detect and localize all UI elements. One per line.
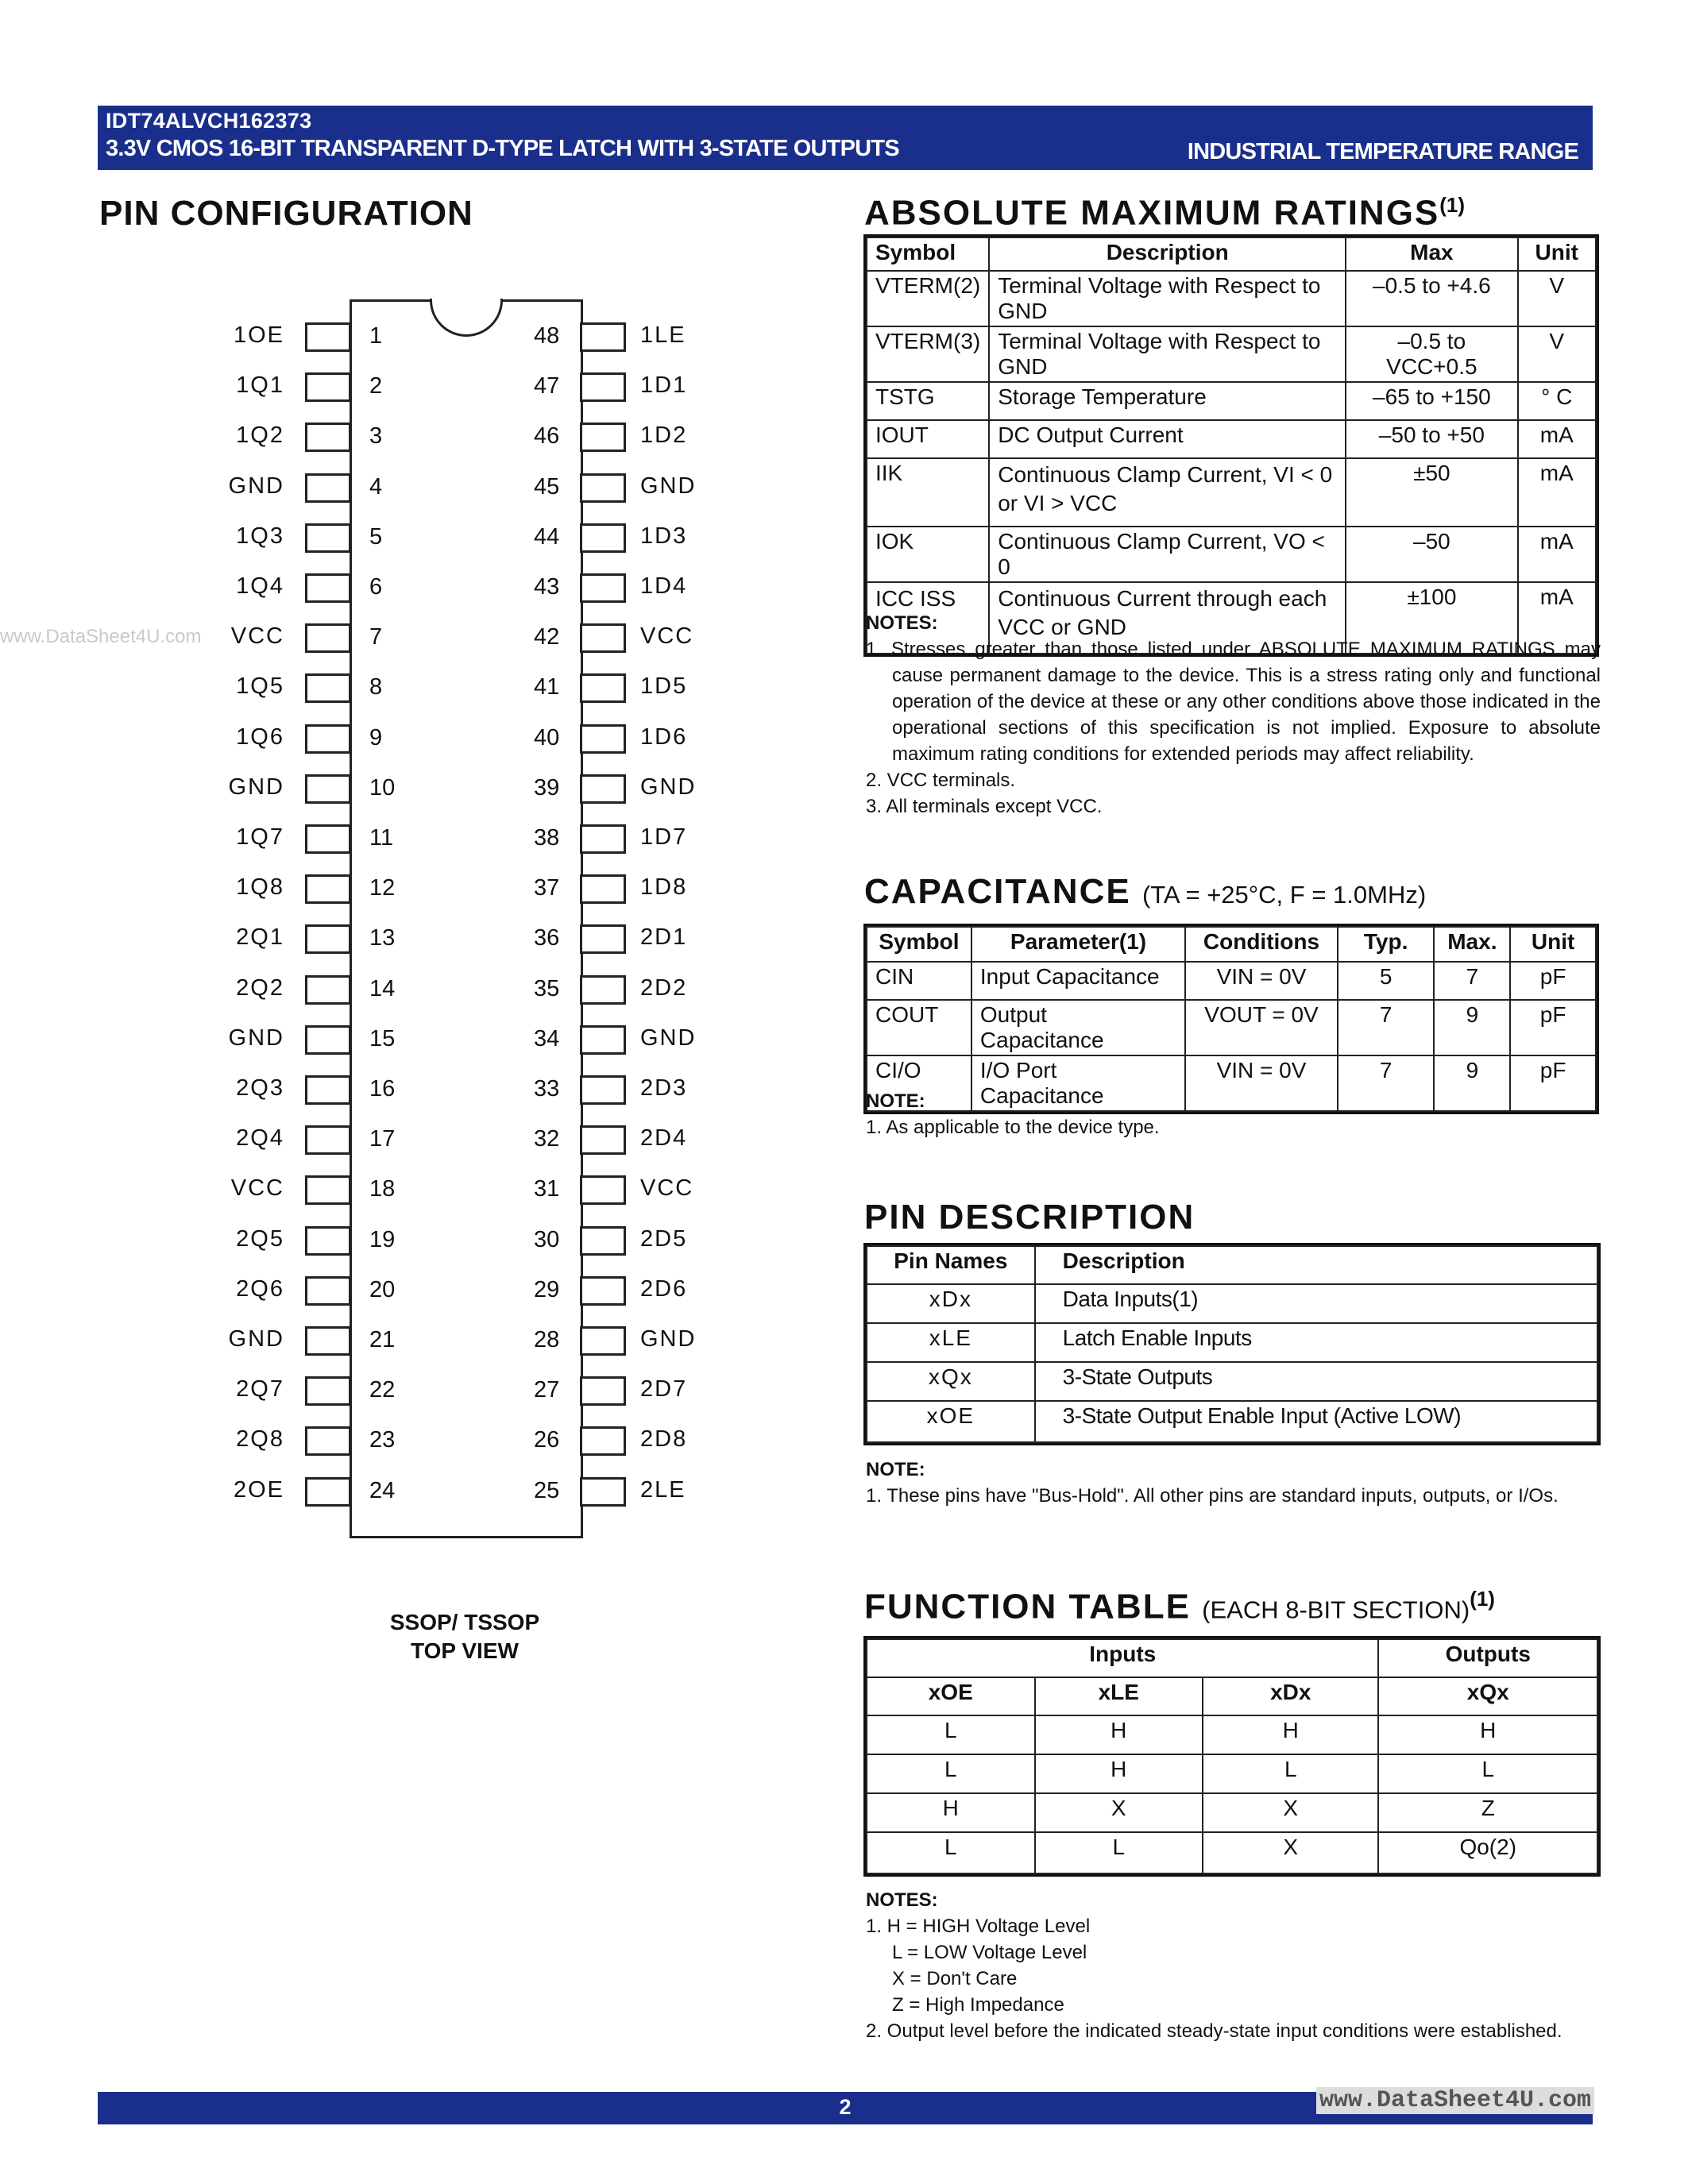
pin-label-right: 2D3 <box>640 1075 688 1101</box>
pin-label-left: GND <box>228 774 284 800</box>
pin-label-right: VCC <box>640 623 694 650</box>
document-title: 3.3V CMOS 16-BIT TRANSPARENT D-TYPE LATCH WITH 3-STATE OUTPUTS <box>106 136 899 161</box>
pin-box-right <box>580 874 626 904</box>
function-table-title: FUNCTION TABLE (EACH 8-BIT SECTION)$^{(1)}$ <box>864 1587 1495 1626</box>
pin-box-left <box>305 623 351 653</box>
pin-box-left <box>305 423 351 452</box>
pin-number-right: 46 <box>534 423 560 450</box>
temperature-range: INDUSTRIAL TEMPERATURE RANGE <box>1187 139 1578 164</box>
pin-number-left: 24 <box>369 1477 396 1503</box>
pin-box-right <box>580 1025 626 1055</box>
pin-box-right <box>580 523 626 553</box>
pin-label-right: 2D6 <box>640 1275 688 1302</box>
pin-box-left <box>305 473 351 503</box>
pin-box-left <box>305 824 351 854</box>
pin-number-right: 41 <box>534 674 560 700</box>
pin-label-right: GND <box>640 1326 697 1352</box>
function-table-notes <box>866 1887 1613 2044</box>
pin-box-left <box>305 1276 351 1306</box>
pin-number-left: 14 <box>369 975 396 1001</box>
pin-box-left <box>305 774 351 804</box>
pin-box-left <box>305 372 351 402</box>
pin-number-right: 36 <box>534 925 560 951</box>
pin-number-right: 35 <box>534 975 560 1001</box>
pin-number-left: 17 <box>369 1126 396 1152</box>
pin-number-left: 12 <box>369 875 396 901</box>
col-header: xDx <box>1203 1677 1378 1715</box>
pin-number-left: 1 <box>369 323 383 349</box>
pin-box-right <box>580 322 626 352</box>
caption-line-2: TOP VIEW <box>411 1638 519 1663</box>
table-row: xLE Latch Enable Inputs <box>867 1323 1597 1362</box>
pin-box-right <box>580 774 626 804</box>
pin-config-title: PIN CONFIGURATION <box>99 194 473 233</box>
pin-box-right <box>580 673 626 703</box>
pin-label-left: 1Q2 <box>236 423 284 449</box>
pin-description-table <box>866 1245 1598 1443</box>
notes-heading: NOTES: <box>866 1889 938 1911</box>
caption-line-1: SSOP/ TSSOP <box>389 1610 540 1634</box>
pin-number-left: 15 <box>369 1025 396 1051</box>
pin-number-right: 45 <box>534 473 560 500</box>
pin-number-right: 32 <box>534 1126 560 1152</box>
pin-label-left: 1Q1 <box>236 372 284 399</box>
pin-label-left: 2Q7 <box>236 1376 284 1403</box>
pin-label-left: 2Q1 <box>236 924 284 951</box>
pin-box-right <box>580 623 626 653</box>
pin-label-left: 2Q2 <box>236 974 284 1001</box>
watermark: www.DataSheet4U.com <box>0 626 202 647</box>
capacitance-notes <box>866 1088 1601 1140</box>
pin-number-left: 4 <box>369 473 383 500</box>
pin-box-left <box>305 1125 351 1155</box>
package-notch <box>430 299 503 337</box>
table-row: COUT Output Capacitance VOUT = 0V 7 9 pF <box>867 1000 1596 1055</box>
table-row: L L X Qo(2) <box>867 1832 1597 1873</box>
pin-label-right: 2D4 <box>640 1125 688 1152</box>
col-header: Unit <box>1518 237 1596 271</box>
pin-label-right: 2D1 <box>640 924 688 951</box>
pin-label-left: 1Q8 <box>236 874 284 901</box>
pin-label-left: 1Q5 <box>236 673 284 700</box>
package-caption <box>342 1608 588 1665</box>
pin-number-left: 11 <box>369 825 394 851</box>
pin-box-right <box>580 975 626 1005</box>
pin-label-left: 2OE <box>233 1476 284 1503</box>
pin-number-right: 26 <box>534 1427 560 1453</box>
pin-label-right: GND <box>640 1024 697 1051</box>
pin-label-right: GND <box>640 473 697 499</box>
note-item: X = Don't Care <box>892 1968 1018 1989</box>
table-row: VTERM(2) Terminal Voltage with Respect to GND –0.5 to +4.6 V <box>867 271 1596 326</box>
pin-box-left <box>305 573 351 603</box>
pin-number-left: 16 <box>369 1076 396 1102</box>
pin-label-right: 1D1 <box>640 372 688 399</box>
pin-number-left: 3 <box>369 423 383 450</box>
pin-box-left <box>305 673 351 703</box>
pin-box-left <box>305 1376 351 1406</box>
pin-box-left <box>305 523 351 553</box>
pin-box-right <box>580 1426 626 1456</box>
header-banner <box>98 106 1593 170</box>
pin-label-left: 2Q3 <box>236 1075 284 1101</box>
table-row: IOK Continuous Clamp Current, VO < 0 –50 mA <box>867 527 1596 582</box>
pin-label-right: 2D7 <box>640 1376 688 1403</box>
table-row: TSTG Storage Temperature –65 to +150 ° C <box>867 382 1596 420</box>
pin-label-right: 1LE <box>640 322 686 348</box>
abs-max-notes <box>866 610 1601 820</box>
pin-box-left <box>305 924 351 954</box>
pin-number-right: 25 <box>534 1477 560 1503</box>
pin-number-right: 47 <box>534 373 560 399</box>
pin-label-left: GND <box>228 1326 284 1352</box>
table-row: L H H H <box>867 1715 1597 1754</box>
note-item: 2. Output level before the indicated steady-state input conditions were established. <box>866 2020 1562 2042</box>
pin-box-right <box>580 1125 626 1155</box>
pin-label-left: VCC <box>230 623 284 650</box>
pin-description-title: PIN DESCRIPTION <box>864 1198 1196 1237</box>
pin-box-right <box>580 824 626 854</box>
inputs-group-header: Inputs <box>867 1639 1378 1677</box>
col-header: Conditions <box>1185 927 1338 962</box>
pin-description-notes <box>866 1457 1613 1509</box>
note-item: 1. As applicable to the device type. <box>866 1117 1160 1138</box>
pin-label-left: 1Q3 <box>236 523 284 549</box>
table-row: xDx Data Inputs(1) <box>867 1284 1597 1323</box>
table-row: VTERM(3) Terminal Voltage with Respect to GND –0.5 to VCC+0.5 V <box>867 326 1596 382</box>
page-number: 2 <box>839 2095 852 2119</box>
pin-label-left: 2Q4 <box>236 1125 284 1152</box>
note-item: 1. H = HIGH Voltage Level <box>866 1916 1091 1937</box>
note-item: 2. VCC terminals. <box>866 770 1016 791</box>
pin-box-right <box>580 1376 626 1406</box>
abs-max-table <box>866 237 1597 654</box>
pin-label-right: 1D4 <box>640 573 688 599</box>
pin-box-left <box>305 1426 351 1456</box>
table-row: IOUT DC Output Current –50 to +50 mA <box>867 420 1596 458</box>
note-item: 1. These pins have "Bus-Hold". All other pins are standard inputs, outputs, or I/Os. <box>866 1485 1559 1507</box>
pin-number-right: 37 <box>534 875 560 901</box>
pin-number-right: 44 <box>534 523 560 550</box>
col-header: Description <box>989 237 1346 271</box>
notes-heading: NOTE: <box>866 1090 925 1112</box>
pin-box-right <box>580 1477 626 1507</box>
pin-number-right: 34 <box>534 1025 560 1051</box>
col-header: xOE <box>867 1677 1035 1715</box>
pin-number-right: 29 <box>534 1276 560 1302</box>
pin-label-right: 2D2 <box>640 974 688 1001</box>
pin-box-right <box>580 1326 626 1356</box>
pin-number-left: 20 <box>369 1276 396 1302</box>
pin-box-left <box>305 1326 351 1356</box>
table-row: CI/O I/O Port Capacitance VIN = 0V 7 9 pF <box>867 1055 1596 1111</box>
pin-label-right: 1D5 <box>640 673 688 700</box>
pin-label-right: GND <box>640 774 697 800</box>
pin-box-right <box>580 1175 626 1205</box>
pin-number-left: 10 <box>369 774 396 801</box>
pin-box-right <box>580 924 626 954</box>
pin-number-right: 40 <box>534 724 560 751</box>
pin-box-right <box>580 372 626 402</box>
note-item: 1. Stresses greater than those listed under ABSOLUTE MAXIMUM RATINGS may cause permanent damage to the device. This is a stress rating only and functional operation of the device at these or any other conditions above those indicated in the operational sections of this specification is not implied. Exposure to absolute maximum rating conditions for extended periods may affect reliability. <box>866 639 1601 765</box>
pin-box-right <box>580 473 626 503</box>
pin-number-right: 28 <box>534 1327 560 1352</box>
pin-label-left: 2Q5 <box>236 1225 284 1252</box>
pin-number-left: 21 <box>369 1327 396 1352</box>
pin-number-left: 9 <box>369 724 383 751</box>
pin-box-left <box>305 1477 351 1507</box>
part-number: IDT74ALVCH162373 <box>106 109 312 133</box>
pin-box-right <box>580 1226 626 1256</box>
pin-number-right: 43 <box>534 574 560 600</box>
col-header: xQx <box>1378 1677 1597 1715</box>
pin-box-right <box>580 1276 626 1306</box>
pin-label-left: VCC <box>230 1175 284 1202</box>
pin-box-left <box>305 975 351 1005</box>
pin-number-right: 39 <box>534 774 560 801</box>
pin-number-left: 18 <box>369 1176 396 1202</box>
table-row: IIK Continuous Clamp Current, VI < 0 or VI > VCC ±50 mA <box>867 458 1596 527</box>
note-item: Z = High Impedance <box>892 1994 1064 2016</box>
col-header: Description <box>1035 1246 1597 1284</box>
col-header: Pin Names <box>867 1246 1035 1284</box>
pin-label-left: 1Q6 <box>236 723 284 750</box>
pin-number-right: 38 <box>534 825 560 851</box>
table-row: CIN Input Capacitance VIN = 0V 5 7 pF <box>867 962 1596 1000</box>
pin-number-left: 6 <box>369 574 383 600</box>
pin-label-left: 2Q6 <box>236 1275 284 1302</box>
pin-label-right: VCC <box>640 1175 694 1202</box>
pin-label-right: 1D3 <box>640 523 688 549</box>
pin-label-left: GND <box>228 473 284 499</box>
pin-number-left: 23 <box>369 1427 396 1453</box>
outputs-group-header: Outputs <box>1378 1639 1597 1677</box>
pin-number-right: 42 <box>534 624 560 650</box>
pin-label-right: 1D2 <box>640 423 688 449</box>
table-row: H X X Z <box>867 1793 1597 1832</box>
pin-number-right: 31 <box>534 1176 560 1202</box>
pin-label-left: 1Q7 <box>236 824 284 850</box>
pin-label-left: 2Q8 <box>236 1426 284 1453</box>
footer-watermark: www.DataSheet4U.com <box>1316 2087 1594 2114</box>
pin-number-right: 30 <box>534 1226 560 1252</box>
pin-number-right: 27 <box>534 1377 560 1403</box>
abs-max-title: ABSOLUTE MAXIMUM RATINGS$^{(1)}$ <box>864 193 1466 233</box>
pin-label-right: 1D7 <box>640 824 688 850</box>
pin-number-right: 48 <box>534 323 560 349</box>
footer-bar <box>98 2087 1593 2124</box>
pin-number-left: 19 <box>369 1226 396 1252</box>
pin-number-right: 33 <box>534 1076 560 1102</box>
pin-box-left <box>305 1025 351 1055</box>
pin-label-right: 2LE <box>640 1476 686 1503</box>
pin-number-left: 13 <box>369 925 396 951</box>
table-row: L H L L <box>867 1754 1597 1793</box>
pin-label-left: 1OE <box>233 322 284 348</box>
notes-heading: NOTES: <box>866 612 938 634</box>
pin-box-right <box>580 1075 626 1105</box>
col-header: Max <box>1346 237 1517 271</box>
pin-box-left <box>305 322 351 352</box>
note-item: 3. All terminals except VCC. <box>866 796 1103 817</box>
pin-box-left <box>305 724 351 754</box>
col-header: Symbol <box>867 237 989 271</box>
pin-label-left: GND <box>228 1024 284 1051</box>
pin-box-left <box>305 1226 351 1256</box>
pin-number-left: 5 <box>369 523 383 550</box>
note-item: L = LOW Voltage Level <box>892 1942 1087 1963</box>
col-header: Parameter(1) <box>971 927 1185 962</box>
pin-label-left: 1Q4 <box>236 573 284 599</box>
pin-box-right <box>580 724 626 754</box>
table-row: xQx 3-State Outputs <box>867 1362 1597 1401</box>
pin-box-left <box>305 874 351 904</box>
pin-number-left: 22 <box>369 1377 396 1403</box>
table-row: xOE 3-State Output Enable Input (Active LOW) <box>867 1401 1597 1442</box>
pin-box-left <box>305 1075 351 1105</box>
pin-label-right: 1D8 <box>640 874 688 901</box>
function-table <box>866 1638 1598 1874</box>
notes-heading: NOTE: <box>866 1459 925 1480</box>
table-row: ICC ISS Continuous Current through each VCC or GND ±100 mA <box>867 582 1596 654</box>
pin-box-right <box>580 573 626 603</box>
pin-label-right: 1D6 <box>640 723 688 750</box>
col-header: Symbol <box>867 927 971 962</box>
col-header: Typ. <box>1338 927 1435 962</box>
capacitance-table <box>866 926 1597 1112</box>
col-header: Max. <box>1434 927 1510 962</box>
pin-box-left <box>305 1175 351 1205</box>
pin-label-right: 2D8 <box>640 1426 688 1453</box>
col-header: xLE <box>1035 1677 1203 1715</box>
capacitance-title: CAPACITANCE (TA = +25°C, F = 1.0MHz) <box>864 872 1427 911</box>
pin-number-left: 2 <box>369 373 383 399</box>
col-header: Unit <box>1510 927 1596 962</box>
pin-number-left: 7 <box>369 624 383 650</box>
pin-box-right <box>580 423 626 452</box>
pin-label-right: 2D5 <box>640 1225 688 1252</box>
pin-number-left: 8 <box>369 674 383 700</box>
